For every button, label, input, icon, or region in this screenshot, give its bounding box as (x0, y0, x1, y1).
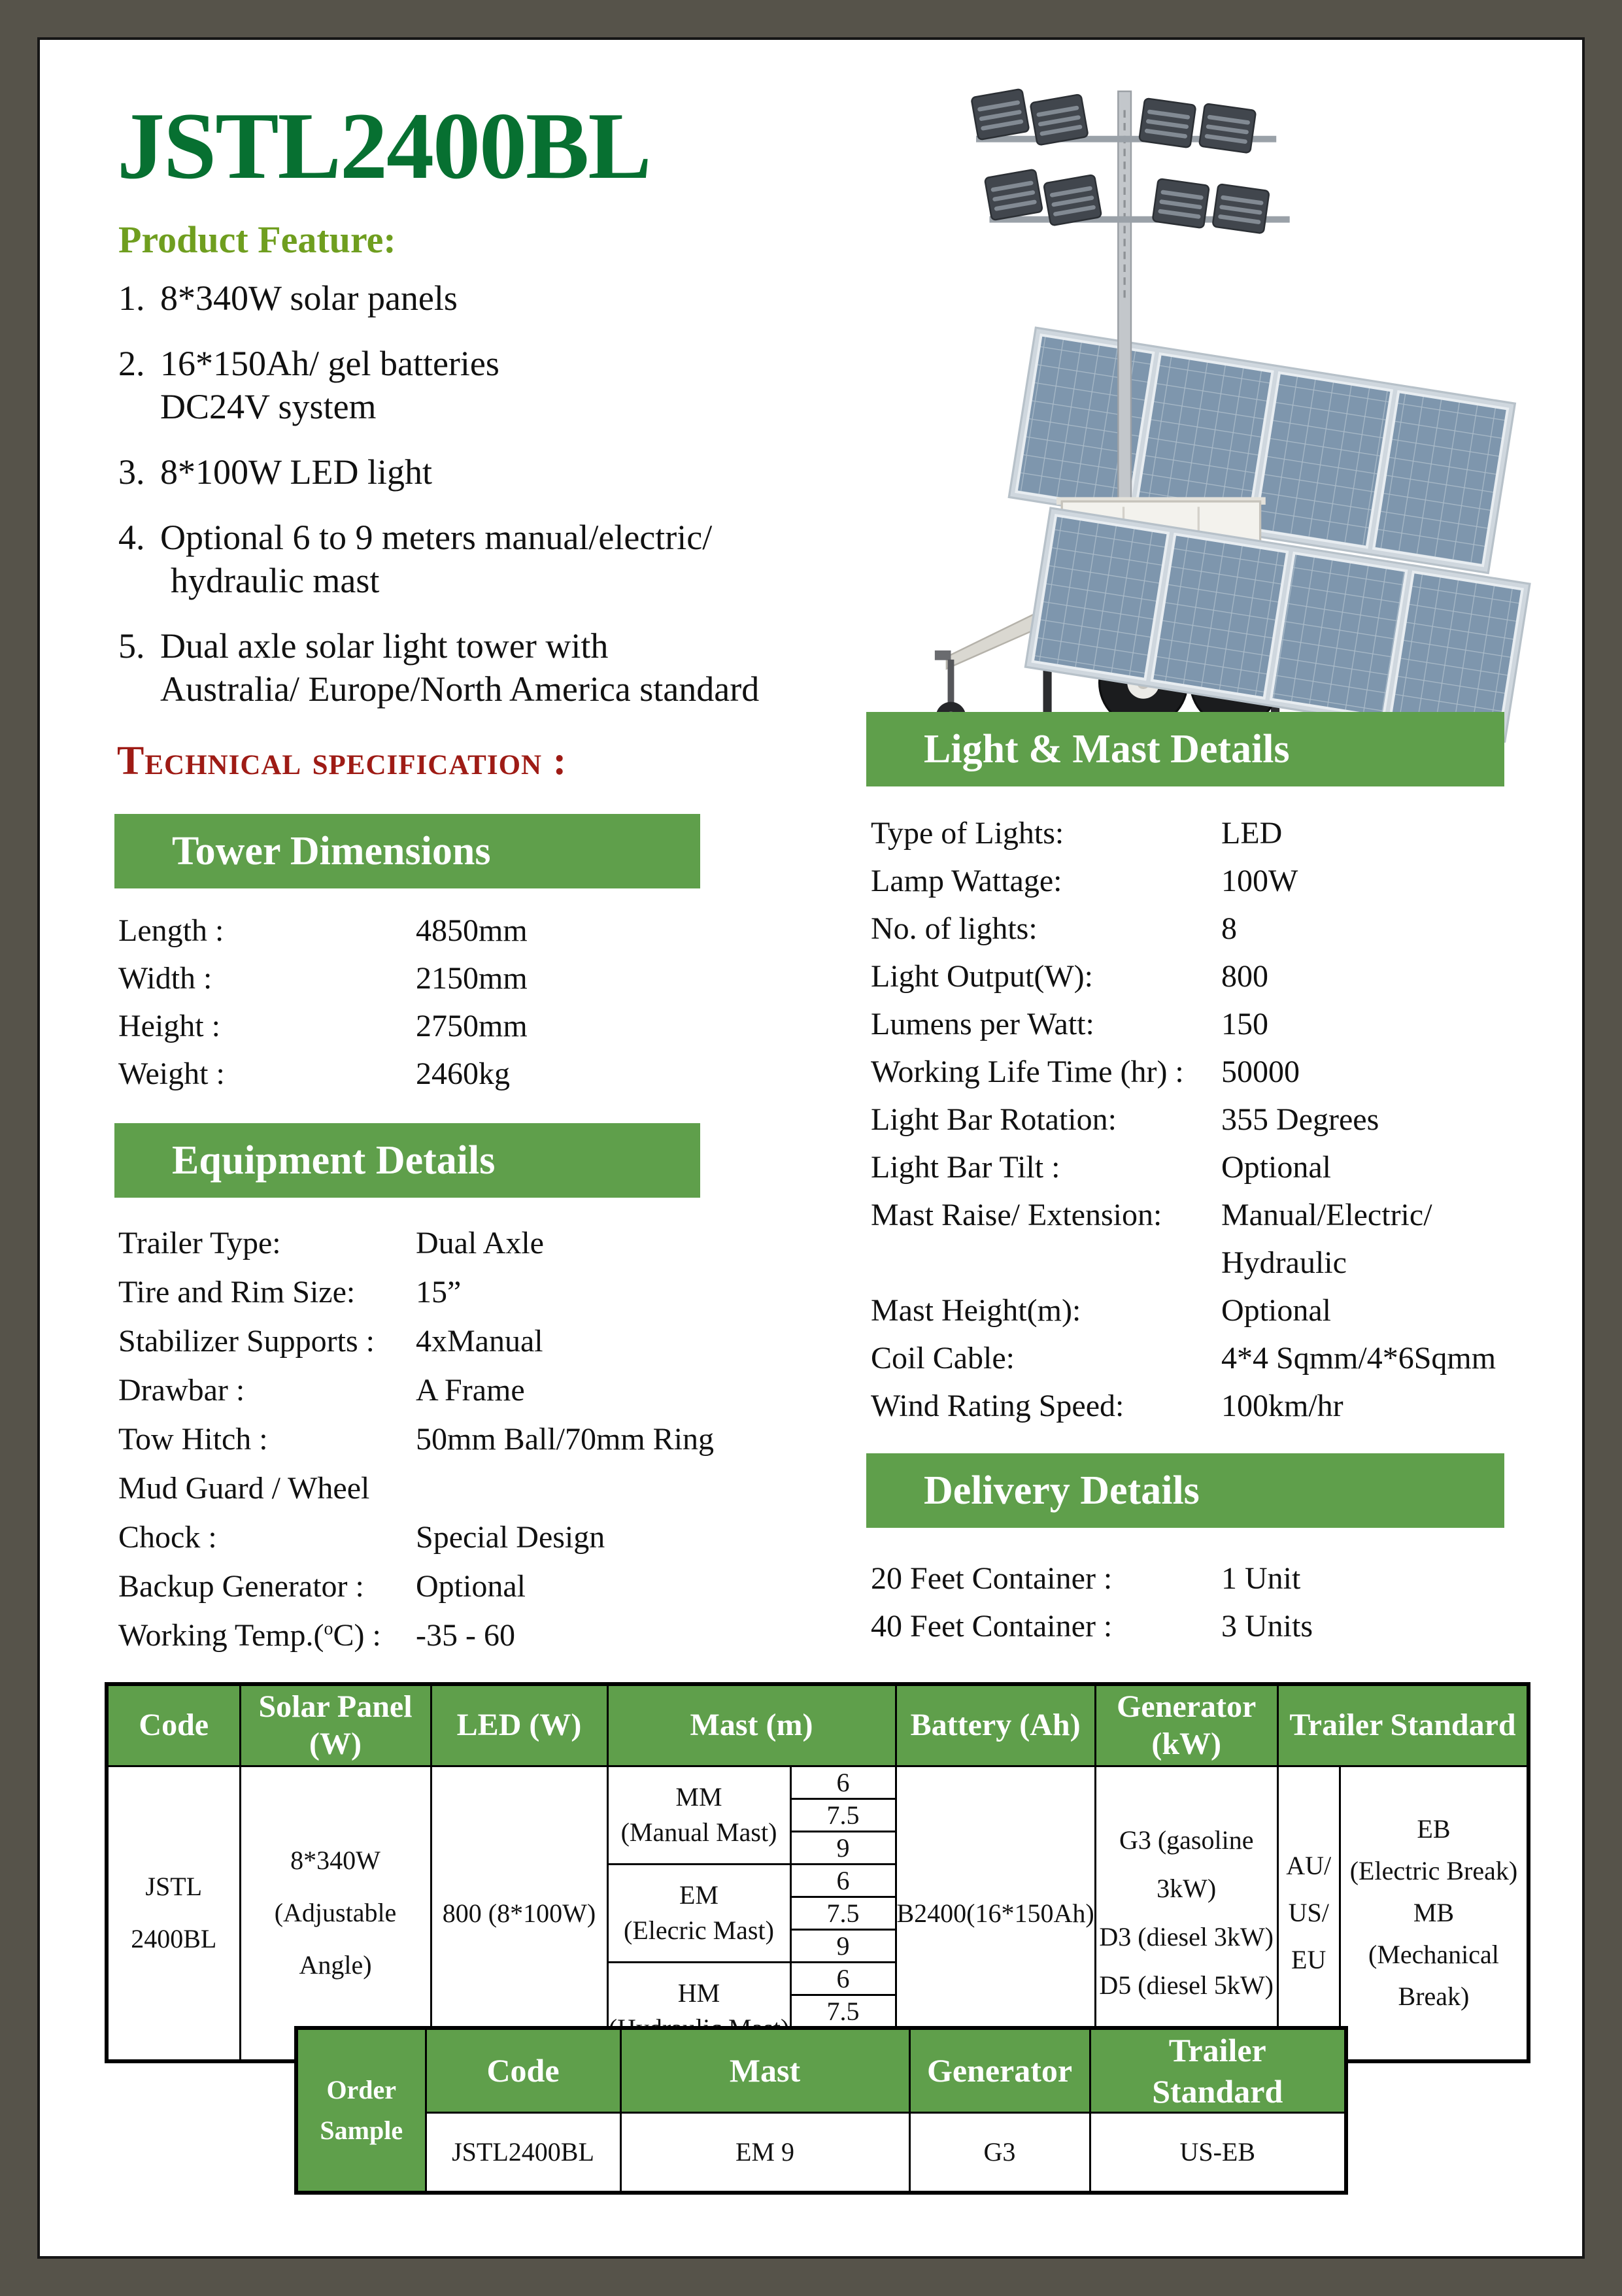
spec-value: 3 Units (1221, 1609, 1313, 1644)
spec-row (871, 862, 1298, 900)
spec-table-header-mast: Mast (m) (607, 1684, 896, 1766)
spec-label: Working Temp.($^o$C) : (118, 1618, 381, 1653)
spec-table-header-led: LED (W) (431, 1684, 607, 1766)
spec-cell-mast-height: 6 (790, 1962, 896, 1995)
spec-value: 50000 (1221, 1055, 1300, 1089)
spec-value: 2150mm (416, 961, 528, 996)
spec-label: Coil Cable: (871, 1341, 1015, 1376)
spec-row (118, 912, 528, 950)
spec-value: 4xManual (416, 1324, 543, 1359)
product-title: JSTL2400BL (117, 93, 650, 199)
spec-label: Trailer Type: (118, 1226, 281, 1260)
spec-value: 4*4 Sqmm/4*6Sqmm (1221, 1341, 1496, 1376)
spec-cell-mast-em: EM (Elecric Mast) (607, 1864, 790, 1962)
spec-cell-trailer-break: EB (Electric Break) MB (Mechanical Break) (1340, 1766, 1529, 2061)
order-header-code: Code (426, 2028, 620, 2113)
spec-label: Tire and Rim Size: (118, 1275, 356, 1309)
mast (1118, 92, 1131, 510)
order-value-trailer: US-EB (1090, 2113, 1346, 2193)
spec-row (871, 1101, 1379, 1139)
spec-row (118, 1323, 543, 1360)
spec-value: LED (1221, 816, 1283, 851)
spec-label: 20 Feet Container : (871, 1561, 1113, 1596)
order-sample-label: Order Sample (296, 2028, 426, 2193)
feature-number: 4. (118, 518, 145, 557)
feature-item (118, 342, 824, 428)
product-photo (792, 73, 1589, 743)
spec-row (871, 910, 1237, 948)
spec-row (118, 1421, 715, 1459)
spec-cell-solar: 8*340W (Adjustable Angle) (240, 1766, 431, 2061)
spec-value: 100km/hr (1221, 1389, 1343, 1423)
spec-label: Mast Raise/ Extension: (871, 1198, 1162, 1232)
spec-value: Optional (1221, 1293, 1331, 1328)
spec-label: Light Output(W): (871, 959, 1093, 994)
spec-label: Drawbar : (118, 1373, 245, 1408)
order-value-mast: EM 9 (620, 2113, 909, 2193)
feature-item (118, 450, 824, 494)
spec-table-header-code: Code (107, 1684, 240, 1766)
spec-row (871, 958, 1268, 996)
feature-number: 5. (118, 626, 145, 666)
feature-number: 1. (118, 279, 145, 318)
spec-value: 2460kg (416, 1056, 510, 1091)
spec-cell-mast-height: 7.5 (790, 1798, 896, 1831)
spec-row (118, 1274, 462, 1311)
spec-label: Lamp Wattage: (871, 864, 1062, 898)
spec-cell-led: 800 (8*100W) (431, 1766, 607, 2061)
feature-list (118, 277, 824, 733)
order-value-generator: G3 (909, 2113, 1090, 2193)
spec-row (118, 960, 528, 998)
spec-label: Working Life Time (hr) : (871, 1055, 1184, 1089)
spec-value: Hydraulic (1221, 1245, 1347, 1280)
spec-row (871, 1053, 1300, 1091)
spec-cell-code: JSTL 2400BL (107, 1766, 240, 2061)
spec-value: 150 (1221, 1007, 1268, 1041)
spec-row (871, 1560, 1301, 1598)
spec-value: 8 (1221, 911, 1237, 946)
spec-label: Light Bar Tilt : (871, 1150, 1060, 1185)
section-banner-tower: Tower Dimensions (114, 814, 700, 888)
spec-value: Manual/Electric/ (1221, 1198, 1432, 1232)
order-header-mast: Mast (620, 2028, 909, 2113)
section-banner-delivery: Delivery Details (866, 1453, 1504, 1528)
spec-value: Special Design (416, 1520, 605, 1555)
spec-label: No. of lights: (871, 911, 1038, 946)
feature-line: Optional 6 to 9 meters manual/electric/ hydraulic mast (160, 518, 713, 600)
spec-cell-trailer-region: AU/ US/ EU (1277, 1766, 1340, 2061)
order-value-code: JSTL2400BL (426, 2113, 620, 2193)
page-content (37, 37, 1585, 2259)
spec-table-header-solar: Solar Panel (W) (240, 1684, 431, 1766)
spec-value: Dual Axle (416, 1226, 544, 1260)
spec-value: A Frame (416, 1373, 525, 1408)
spec-table (105, 1682, 1530, 2063)
spec-label: Chock : (118, 1520, 217, 1555)
order-header-generator: Generator (909, 2028, 1090, 2113)
tech-spec-heading: Technical specification : (117, 739, 567, 783)
spec-table-header-trailer: Trailer Standard (1277, 1684, 1529, 1766)
spec-table-header-battery: Battery (Ah) (896, 1684, 1095, 1766)
spec-label: Mast Height(m): (871, 1293, 1081, 1328)
product-feature-heading: Product Feature: (118, 218, 396, 261)
spec-label: Stabilizer Supports : (118, 1324, 375, 1359)
spec-row (118, 1007, 528, 1045)
spec-cell-mast-height: 7.5 (790, 1995, 896, 2027)
spec-cell-mast-mm: MM (Manual Mast) (607, 1766, 790, 1864)
spec-label: 40 Feet Container : (871, 1609, 1113, 1644)
spec-row (871, 815, 1283, 853)
feature-number: 2. (118, 344, 145, 383)
feature-number: 3. (118, 452, 145, 492)
spec-value: 800 (1221, 959, 1268, 994)
spec-row (118, 1470, 369, 1508)
spec-table-header-generator: Generator (kW) (1095, 1684, 1277, 1766)
spec-row (118, 1224, 544, 1262)
spec-label: Backup Generator : (118, 1569, 364, 1604)
spec-value: 4850mm (416, 913, 528, 948)
spec-label: Length : (118, 913, 224, 948)
spec-cell-battery: B2400(16*150Ah) (896, 1766, 1095, 2061)
section-banner-light-mast: Light & Mast Details (866, 712, 1504, 786)
feature-item (118, 277, 824, 320)
spec-row (118, 1055, 510, 1093)
spec-value: Optional (1221, 1150, 1331, 1185)
spec-value: 15” (416, 1275, 462, 1309)
spec-row (118, 1617, 515, 1655)
spec-value: Optional (416, 1569, 526, 1604)
spec-label: Type of Lights: (871, 816, 1064, 851)
spec-value: 2750mm (416, 1009, 528, 1043)
feature-item (118, 516, 824, 602)
spec-cell-mast-height: 7.5 (790, 1897, 896, 1929)
spec-value: 100W (1221, 864, 1298, 898)
spec-cell-mast-height: 9 (790, 1831, 896, 1864)
spec-value: 1 Unit (1221, 1561, 1301, 1596)
spec-label: Mud Guard / Wheel (118, 1471, 370, 1506)
spec-cell-mast-height: 9 (790, 1929, 896, 1962)
spec-row (871, 1387, 1343, 1425)
feature-line: 8*100W LED light (160, 452, 432, 492)
spec-label: Width : (118, 961, 212, 996)
spec-label: Weight : (118, 1056, 225, 1091)
spec-cell-mast-height: 6 (790, 1766, 896, 1798)
section-banner-equipment: Equipment Details (114, 1123, 700, 1198)
spec-value: -35 - 60 (416, 1618, 515, 1653)
feature-line: 8*340W solar panels (160, 279, 458, 318)
spec-row (871, 1196, 1432, 1234)
spec-cell-mast-height: 6 (790, 1864, 896, 1897)
spec-value: 50mm Ball/70mm Ring (416, 1422, 715, 1457)
spec-label: Wind Rating Speed: (871, 1389, 1124, 1423)
spec-label: Lumens per Watt: (871, 1007, 1094, 1041)
spec-row (871, 1608, 1313, 1646)
spec-value: 355 Degrees (1221, 1102, 1379, 1137)
spec-cell-generator: G3 (gasoline 3kW) D3 (diesel 3kW) D5 (diesel 5kW) (1095, 1766, 1277, 2061)
spec-label: Light Bar Rotation: (871, 1102, 1117, 1137)
spec-row (118, 1568, 526, 1606)
feature-line: Dual axle solar light tower with Australia/ Europe/North America standard (160, 626, 760, 709)
spec-row (118, 1519, 605, 1557)
spec-cell-mast-hm: HM (607, 1962, 790, 2061)
order-sample-table (294, 2026, 1348, 2195)
spec-row (871, 1005, 1268, 1043)
spec-row (118, 1372, 525, 1410)
spec-label: Height : (118, 1009, 220, 1043)
spec-label: Tow Hitch : (118, 1422, 268, 1457)
spec-row (871, 1340, 1496, 1377)
feature-item (118, 624, 824, 711)
spec-row (871, 1149, 1331, 1187)
spec-row (871, 1292, 1331, 1330)
order-header-trailer: Trailer Standard (1090, 2028, 1346, 2113)
feature-line: 16*150Ah/ gel batteries DC24V system (160, 344, 499, 426)
